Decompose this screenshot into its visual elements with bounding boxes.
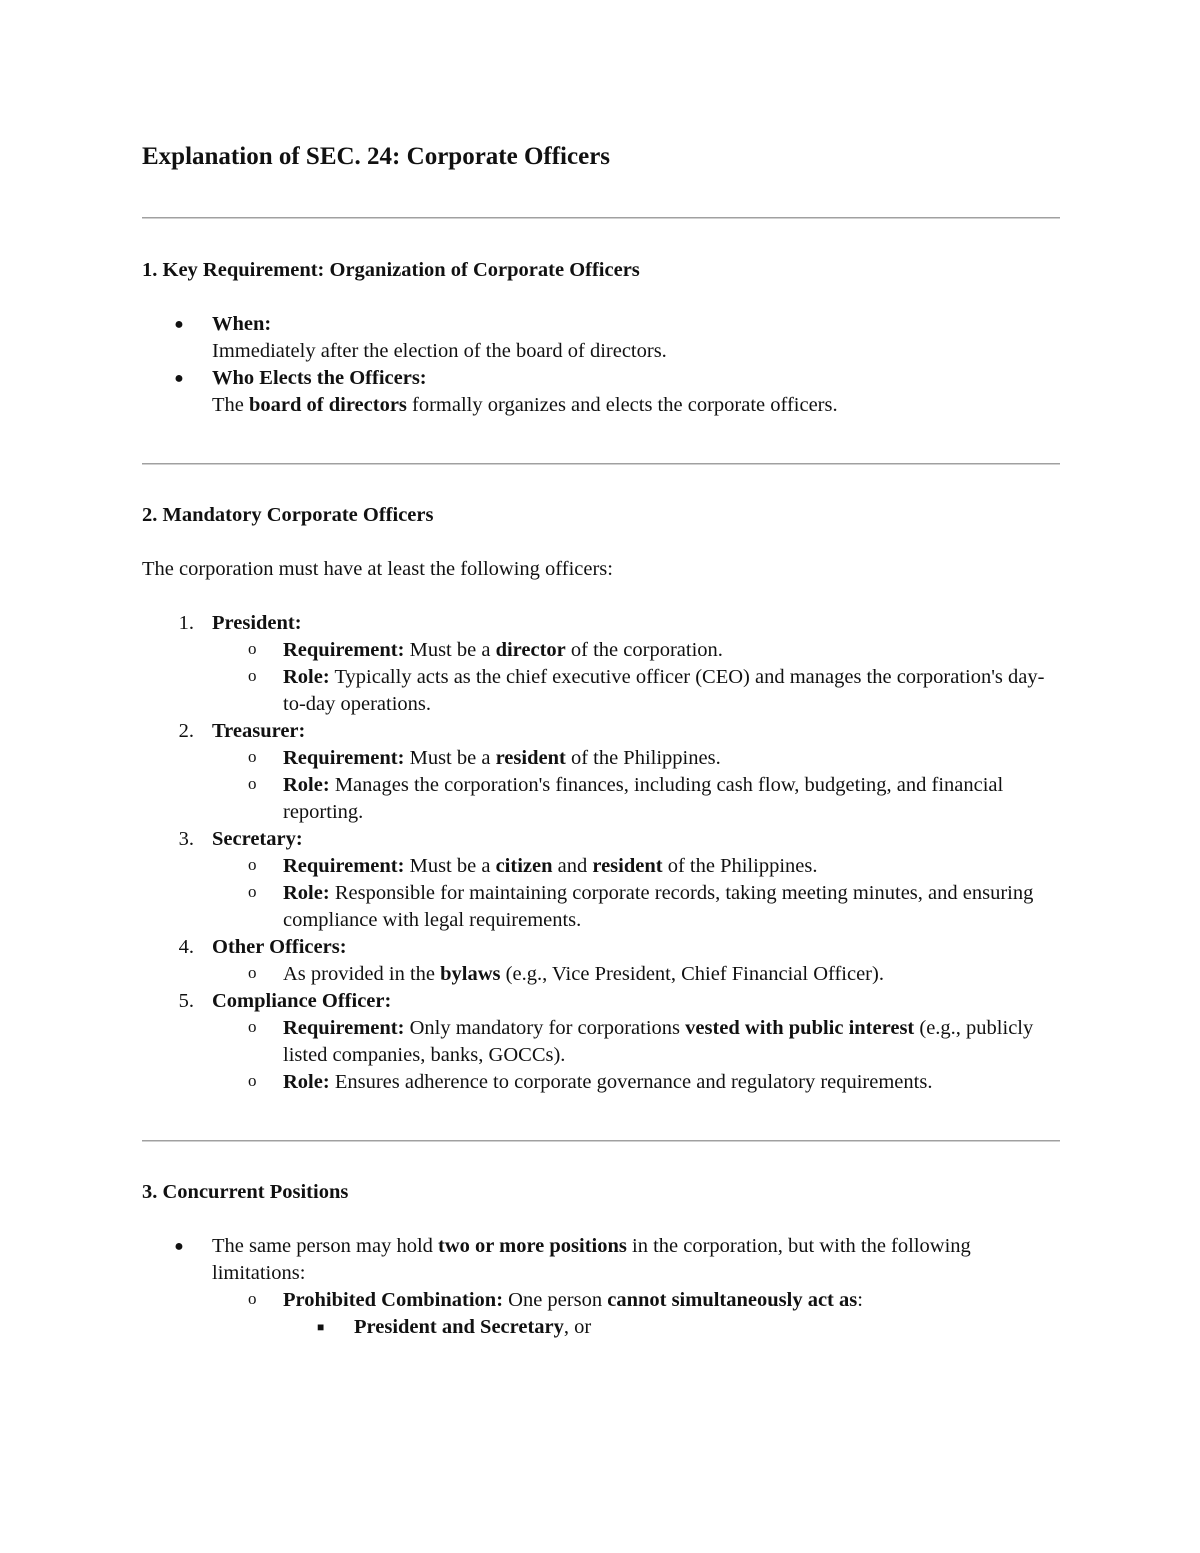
officer-item-treasurer (142, 718, 1060, 826)
bullet-icon: ● (174, 370, 184, 387)
item-text: in the corporation, but with the following limitations: (212, 1235, 971, 1284)
requirement-text: of the Philippines. (565, 747, 721, 769)
requirement-bold: director (495, 639, 566, 661)
list-number: 2. (178, 720, 194, 742)
section-2-heading: 2. Mandatory Corporate Officers (142, 504, 434, 526)
officer-item-president (142, 610, 1060, 718)
requirement-text: and (552, 855, 593, 877)
combo-text: , or (563, 1316, 592, 1338)
role-label: Role: (283, 774, 330, 796)
section-1-list (142, 311, 1060, 419)
circle-bullet-icon: o (248, 1071, 257, 1090)
officer-item-compliance (142, 988, 1060, 1096)
sub-list-item (212, 1287, 1060, 1341)
requirement-bold: citizen (495, 855, 553, 877)
list-number: 1. (178, 612, 194, 634)
item-label: When: (212, 313, 272, 335)
section-1-heading: 1. Key Requirement: Organization of Corporate Officers (142, 259, 640, 281)
sub-sub-list-item (283, 1314, 1060, 1341)
requirement-label: Requirement: (283, 639, 405, 661)
prohibited-text: One person (503, 1289, 608, 1311)
requirement-text: (e.g., publicly listed companies, banks, GOCCs). (283, 1017, 1034, 1066)
prohibited-label: Prohibited Combination: (283, 1289, 504, 1311)
officer-title: Treasurer: (212, 720, 306, 742)
section-3-heading: 3. Concurrent Positions (142, 1181, 349, 1203)
list-number: 5. (178, 990, 194, 1012)
circle-bullet-icon: o (248, 747, 257, 766)
list-number: 3. (178, 828, 194, 850)
page-title: Explanation of SEC. 24: Corporate Officers (142, 143, 611, 170)
circle-bullet-icon: o (248, 855, 257, 874)
combo-bold: President and Secretary (354, 1316, 564, 1338)
list-number: 4. (178, 936, 194, 958)
role-text: Ensures adherence to corporate governance and regulatory requirements. (329, 1071, 933, 1093)
requirement-text: Must be a (404, 855, 496, 877)
requirement-text: Must be a (404, 747, 496, 769)
sub-list-item (212, 853, 1060, 880)
requirement-bold: resident (495, 747, 566, 769)
requirement-text: Only mandatory for corporations (404, 1017, 686, 1039)
item-text: (e.g., Vice President, Chief Financial Officer). (500, 963, 884, 985)
document-page (142, 140, 1060, 1341)
circle-bullet-icon: o (248, 666, 257, 685)
requirement-label: Requirement: (283, 1017, 405, 1039)
section-2-intro: The corporation must have at least the following officers: (142, 558, 613, 580)
role-text: Manages the corporation's finances, including cash flow, budgeting, and financial reporting. (283, 774, 1004, 823)
officer-item-secretary (142, 826, 1060, 934)
list-item (142, 1233, 1060, 1341)
prohibited-text: : (857, 1289, 863, 1311)
square-bullet-icon: ■ (317, 1320, 325, 1334)
bullet-icon: ● (174, 316, 184, 333)
circle-bullet-icon: o (248, 963, 257, 982)
requirement-label: Requirement: (283, 855, 405, 877)
item-text: Immediately after the election of the board of directors. (212, 340, 667, 362)
role-label: Role: (283, 666, 330, 688)
requirement-text: of the Philippines. (662, 855, 818, 877)
circle-bullet-icon: o (248, 1289, 257, 1308)
role-label: Role: (283, 882, 330, 904)
circle-bullet-icon: o (248, 1017, 257, 1036)
list-item (142, 311, 1060, 365)
item-bold-text: board of directors (249, 394, 407, 416)
officer-list (142, 610, 1060, 1096)
sub-list-item (212, 961, 1060, 988)
requirement-label: Requirement: (283, 747, 405, 769)
requirement-bold: vested with public interest (685, 1017, 915, 1039)
section-3-list (142, 1233, 1060, 1341)
requirement-text: Must be a (404, 639, 496, 661)
item-text: The same person may hold (212, 1235, 439, 1257)
prohibited-bold: cannot simultaneously act as (607, 1289, 858, 1311)
item-bold-text: two or more positions (438, 1235, 627, 1257)
officer-title: Other Officers: (212, 936, 347, 958)
circle-bullet-icon: o (248, 882, 257, 901)
requirement-text: of the corporation. (565, 639, 723, 661)
list-item (142, 365, 1060, 419)
sub-list-item (212, 1069, 1060, 1096)
officer-title: President: (212, 612, 302, 634)
item-label: Who Elects the Officers: (212, 367, 427, 389)
requirement-bold: resident (592, 855, 663, 877)
sub-list-item (212, 745, 1060, 772)
circle-bullet-icon: o (248, 639, 257, 658)
sub-list-item (212, 880, 1060, 934)
circle-bullet-icon: o (248, 774, 257, 793)
role-text: Responsible for maintaining corporate records, taking meeting minutes, and ensuring compliance with legal requirements. (283, 882, 1034, 931)
officer-title: Compliance Officer: (212, 990, 392, 1012)
role-text: Typically acts as the chief executive officer (CEO) and manages the corporation's day-to-day operations. (283, 666, 1045, 715)
bullet-icon: ● (174, 1238, 184, 1255)
officer-item-other (142, 934, 1060, 988)
item-text: As provided in the (283, 963, 441, 985)
sub-list-item (212, 772, 1060, 826)
sub-list-item (212, 664, 1060, 718)
item-text: The (212, 394, 249, 416)
item-bold-text: bylaws (440, 963, 501, 985)
sub-list-item (212, 637, 1060, 664)
officer-title: Secretary: (212, 828, 303, 850)
role-label: Role: (283, 1071, 330, 1093)
item-text: formally organizes and elects the corporate officers. (406, 394, 838, 416)
sub-list-item (212, 1015, 1060, 1069)
